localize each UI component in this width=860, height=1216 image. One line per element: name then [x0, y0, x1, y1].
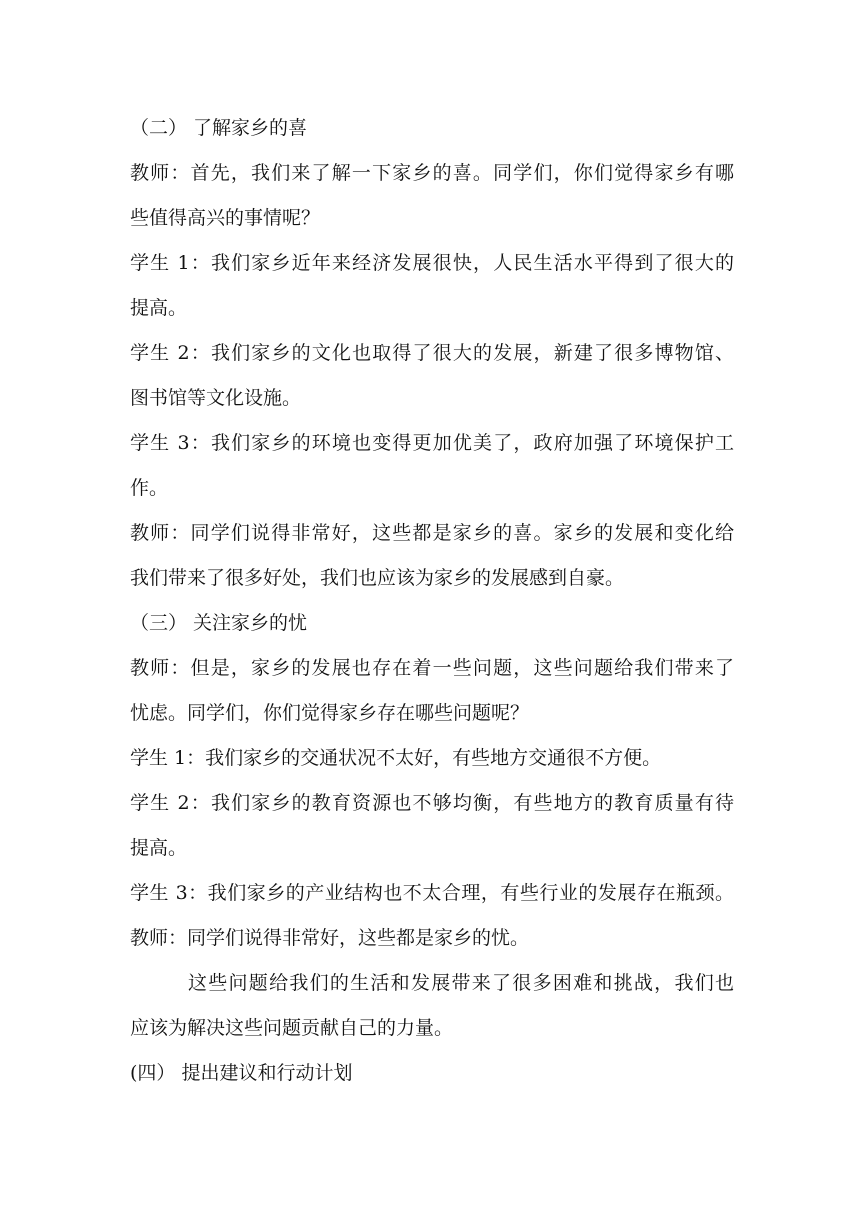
text-line: 学生 1：我们家乡近年来经济发展很快，人民生活水平得到了很大的 [130, 252, 734, 274]
document-body [130, 106, 734, 1096]
text-line: 提高。 [130, 837, 188, 859]
text-line: 学生 3：我们家乡的环境也变得更加优美了，政府加强了环境保护工 [130, 432, 734, 454]
text-line: 应该为解决这些问题贡献自己的力量。 [130, 1017, 454, 1039]
text-line: 学生 2：我们家乡的文化也取得了很大的发展，新建了很多博物馆、 [130, 342, 734, 364]
text-line: 这些问题给我们的生活和发展带来了很多困难和挑战，我们也 [188, 972, 734, 994]
text-line: 忧虑。同学们，你们觉得家乡存在哪些问题呢？ [130, 702, 530, 724]
text-line: (四） 提出建议和行动计划 [130, 1062, 353, 1084]
text-line: 学生 2：我们家乡的教育资源也不够均衡，有些地方的教育质量有待 [130, 792, 734, 814]
text-line: （三） 关注家乡的忧 [130, 612, 308, 634]
text-line: 些值得高兴的事情呢？ [130, 207, 321, 229]
text-line: 我们带来了很多好处，我们也应该为家乡的发展感到自豪。 [130, 567, 625, 589]
text-line: 图书馆等文化设施。 [130, 387, 302, 409]
text-line: 教师：但是，家乡的发展也存在着一些问题，这些问题给我们带来了 [130, 657, 734, 679]
text-line: （二） 了解家乡的喜 [130, 117, 308, 139]
text-line: 教师：同学们说得非常好，这些都是家乡的忧。 [130, 927, 530, 949]
text-line: 学生 1：我们家乡的交通状况不太好，有些地方交通很不方便。 [130, 747, 662, 769]
text-line: 教师：同学们说得非常好，这些都是家乡的喜。家乡的发展和变化给 [130, 522, 734, 544]
text-line: 教师：首先，我们来了解一下家乡的喜。同学们，你们觉得家乡有哪 [130, 162, 734, 184]
text-line: 提高。 [130, 297, 188, 319]
text-line: 作。 [130, 477, 169, 499]
text-line: 学生 3：我们家乡的产业结构也不太合理，有些行业的发展存在瓶颈。 [130, 882, 734, 904]
